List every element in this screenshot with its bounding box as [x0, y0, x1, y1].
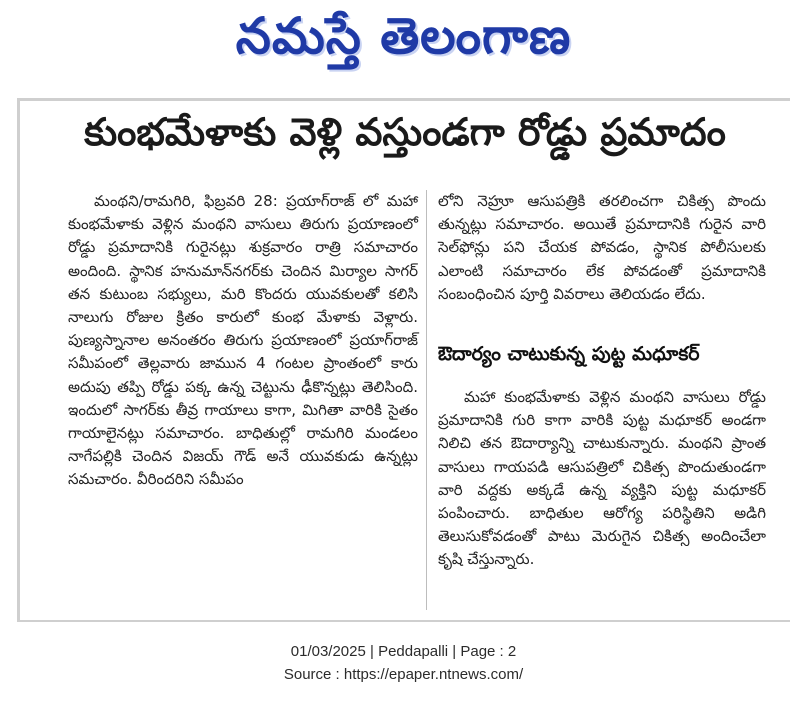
article-headline: కుంభమేళాకు వెళ్లి వస్తుండగా రోడ్డు ప్రమాదం	[84, 110, 726, 154]
footer-source: Source : https://epaper.ntnews.com/	[283, 666, 524, 683]
article-right-column-bottom	[438, 386, 766, 572]
column-divider	[426, 190, 427, 610]
article-subheading: ఔదార్యం చాటుకున్న పుట్ట మధూకర్	[438, 343, 700, 365]
frame-top-rule	[17, 98, 790, 101]
article-paragraph-continued: లోని నెహ్రూ ఆసుపత్రికి తరలించగా చికిత్స పొందు తున్నట్లు సమాచారం. అయితే ప్రమాదానికి గురైన వారి సెల్‌ఫోన్లు పని చేయక పోవడం, స్థానిక పోలీసులకు ఎలాంటి సమాచారం లేక పోవడంతో ప్రమాదానికి సంబంధించిన పూర్తి వివరాలు తెలియడం లేదు.	[438, 192, 766, 303]
article-paragraph-sub: మహా కుంభమేళాకు వెళ్లిన మంథని వాసులు రోడ్డు ప్రమాదానికి గురి కాగా వారికి పుట్ట మధూకర్ అండగా నిలిచి తన ఔదార్యాన్ని చాటుకున్నారు. మంథని ప్రాంత వాసులు గాయపడి ఆసుపత్రిలో చికిత్స పొందుతుండగా వారి వద్దకు అక్కడే ఉన్న వ్యక్తిని పుట్ట మధూకర్ పంపించారు. బాధితుల ఆరోగ్య పరిస్థితిని అడిగి తెలుసుకోవడంతో పాటు మెరుగైన చికిత్స అందించేలా కృషి చేస్తున్నారు.	[438, 388, 766, 569]
masthead-title: నమస్తే తెలంగాణ	[235, 6, 572, 65]
article-left-column	[68, 190, 418, 492]
frame-left-rule	[17, 98, 20, 620]
article-right-column-top	[438, 190, 766, 306]
masthead	[0, 0, 807, 80]
footer-date-page: 01/03/2025 | Peddapalli | Page : 2	[290, 643, 517, 660]
article-paragraph-main: మంథని/రామగిరి, ఫిబ్రవరి 28: ప్రయాగ్‌రాజ్ లో మహా కుంభమేళాకు వెళ్లిన మంథని వాసులు తిరుగు ప్రయాణంలో రోడ్డు ప్రమాదానికి గురైనట్లు శుక్రవారం రాత్రి సమాచారం అందింది. స్థానిక హనుమాన్‌నగర్‌కు చెందిన మిర్యాల సాగర్ తన కుటుంబ సభ్యులు, మరి కొందరు యువకులతో కలిసి నాలుగు రోజుల క్రితం కారులో కుంభ మేళాకు వెళ్లారు. పుణ్యస్నానాల అనంతరం తిరుగు ప్రయాణంలో ప్రయాగ్‌రాజ్ సమీపంలో తెల్లవారు జామున 4 గంటల ప్రాంతంలో కారు అదుపు తప్పి రోడ్డు పక్క ఉన్న చెట్టును ఢీకొన్నట్లు తెలిసింది. ఇందులో సాగర్‌కు తీవ్ర గాయాలు కాగా, మిగితా వారికి సైతం గాయాలైనట్లు సమాచారం. బాధితుల్లో రామగిరి మండలం నాగేపల్లికి చెందిన విజయ్ గౌడ్ అనే యువకుడు ఉన్నట్లు సమచారం. వీరిందరిని సమీపం	[68, 192, 418, 489]
frame-bottom-rule	[17, 620, 790, 622]
